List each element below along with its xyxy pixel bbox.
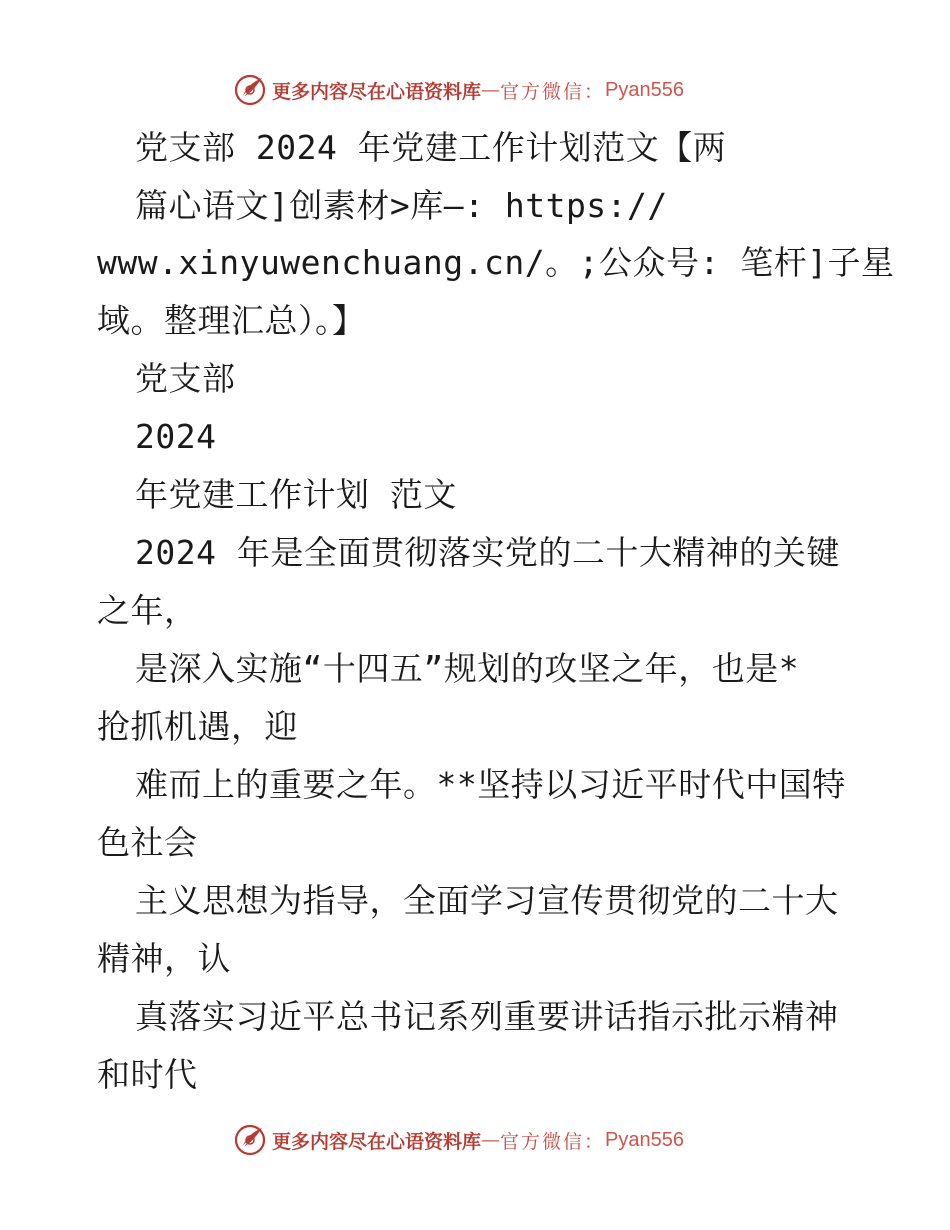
header-banner bbox=[233, 70, 684, 110]
header-banner-separator: — bbox=[481, 79, 501, 101]
footer-banner-wechat-id: Pyan556 bbox=[605, 1128, 684, 1151]
text-line: 色社会 bbox=[97, 823, 198, 862]
text-line: 之年， bbox=[97, 591, 198, 630]
quill-pen-logo-icon bbox=[233, 73, 267, 107]
text-line: 年党建工作计划 范文 bbox=[135, 475, 457, 514]
text-line: 主义思想为指导，全面学习宣传贯彻党的二十大 bbox=[135, 881, 839, 920]
text-line: 域。整理汇总）。】 bbox=[97, 301, 366, 340]
footer-banner-separator: — bbox=[481, 1129, 501, 1151]
footer-banner-wechat-label: 官方微信： bbox=[500, 1130, 606, 1153]
text-line: 2024 bbox=[135, 417, 217, 456]
text-line: 难而上的重要之年。**坚持以习近平时代中国特 bbox=[135, 765, 846, 804]
footer-banner-title: 更多内容尽在心语资料库 bbox=[272, 1130, 482, 1153]
header-banner-title: 更多内容尽在心语资料库 bbox=[272, 80, 482, 103]
header-banner-wechat-label: 官方微信： bbox=[500, 80, 606, 103]
text-line: 精神，认 bbox=[97, 939, 231, 978]
text-line: www.xinyuwenchuang.cn/。;公众号: 笔杆]子星 bbox=[97, 243, 895, 282]
quill-pen-logo-icon bbox=[233, 1123, 267, 1157]
header-banner-wechat-id: Pyan556 bbox=[605, 78, 684, 101]
text-line: 2024 年是全面贯彻落实党的二十大精神的关键 bbox=[135, 533, 840, 572]
text-line: 和时代 bbox=[97, 1055, 198, 1094]
text-line: 篇心语文]创素材>库—: https:// bbox=[135, 186, 668, 225]
footer-banner bbox=[233, 1120, 684, 1160]
text-line: 是深入实施“十四五”规划的攻坚之年，也是* bbox=[135, 649, 800, 688]
text-line: 真落实习近平总书记系列重要讲话指示批示精神 bbox=[135, 997, 839, 1036]
text-line: 党支部 bbox=[135, 359, 236, 398]
text-line: 抢抓机遇，迎 bbox=[97, 707, 298, 746]
text-line: 党支部 2024 年党建工作计划范文【两 bbox=[135, 128, 727, 167]
